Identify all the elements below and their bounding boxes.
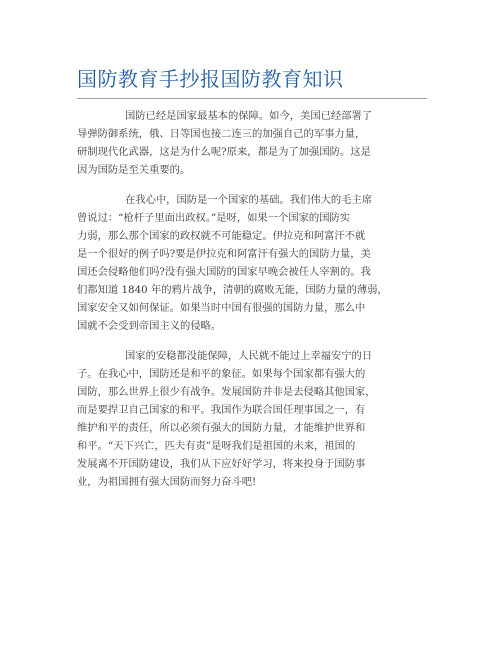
title-divider: [77, 98, 427, 99]
paragraph-1-line-1: 国防已经是国家最基本的保障。如今，美国已经部署了: [125, 110, 373, 122]
paragraph-3-line-8: 业，为祖国拥有强大国防而努力奋斗吧!: [77, 476, 257, 488]
paragraph-1-line-2: 导弹防御系统，俄、日等国也接二连三的加强自己的军事力量，: [77, 128, 366, 140]
paragraph-2-line-4: 是一个很好的例子吗?要是伊拉克和阿富汗有强大的国防力量，美: [77, 248, 371, 260]
paragraph-1-line-3: 研制现代化武器，这是为什么呢?原来，都是为了加强国防。这是: [77, 146, 371, 158]
paragraph-3-line-7: 发展离不开国防建设，我们从下应好好学习，将来投身于国防事: [77, 458, 366, 470]
paragraph-2-line-8: 国就不会受到帝国主义的侵略。: [77, 320, 222, 332]
paragraph-3-line-1: 国家的安稳都没能保障，人民就不能过上幸福安宁的日: [125, 350, 373, 362]
paragraph-2-line-2: 曾说过：“枪杆子里面出政权。”是呀，如果一个国家的国防实: [77, 212, 351, 224]
paragraph-2-line-3: 力弱，那么那个国家的政权就不可能稳定。伊拉克和阿富汗不就: [77, 230, 366, 242]
paragraph-1-line-4: 因为国防是至关重要的。: [77, 164, 191, 176]
paragraph-3-line-5: 维护和平的责任，所以必须有强大的国防力量，才能维护世界和: [77, 422, 366, 434]
paragraph-3-line-6: 和平。“天下兴亡，匹夫有责”是呀我们是祖国的未来，祖国的: [77, 440, 356, 452]
paragraph-2-line-6: 们都知道 1840 年的鸦片战争，清朝的腐败无能，国防力量的薄弱，: [77, 284, 388, 296]
paragraph-2-line-1: 在我心中，国防是一个国家的基础。我们伟大的毛主席: [125, 194, 373, 206]
paragraph-3-line-2: 子。在我心中，国防还是和平的象征。如果每个国家都有强大的: [77, 368, 366, 380]
document-title: 国防教育手抄报国防教育知识: [77, 67, 344, 91]
paragraph-3-line-3: 国防，那么世界上很少有战争。发展国防并非是去侵略其他国家，: [77, 386, 376, 398]
paragraph-2-line-7: 国家安全又如何保证。如果当时中国有很强的国防力量，那么中: [77, 302, 366, 314]
paragraph-3-line-4: 而是要捍卫自己国家的和平。我国作为联合国任理事国之一，有: [77, 404, 366, 416]
paragraph-2-line-5: 国还会侵略他们吗?没有强大国防的国家早晚会被任人宰割的。我: [77, 266, 371, 278]
